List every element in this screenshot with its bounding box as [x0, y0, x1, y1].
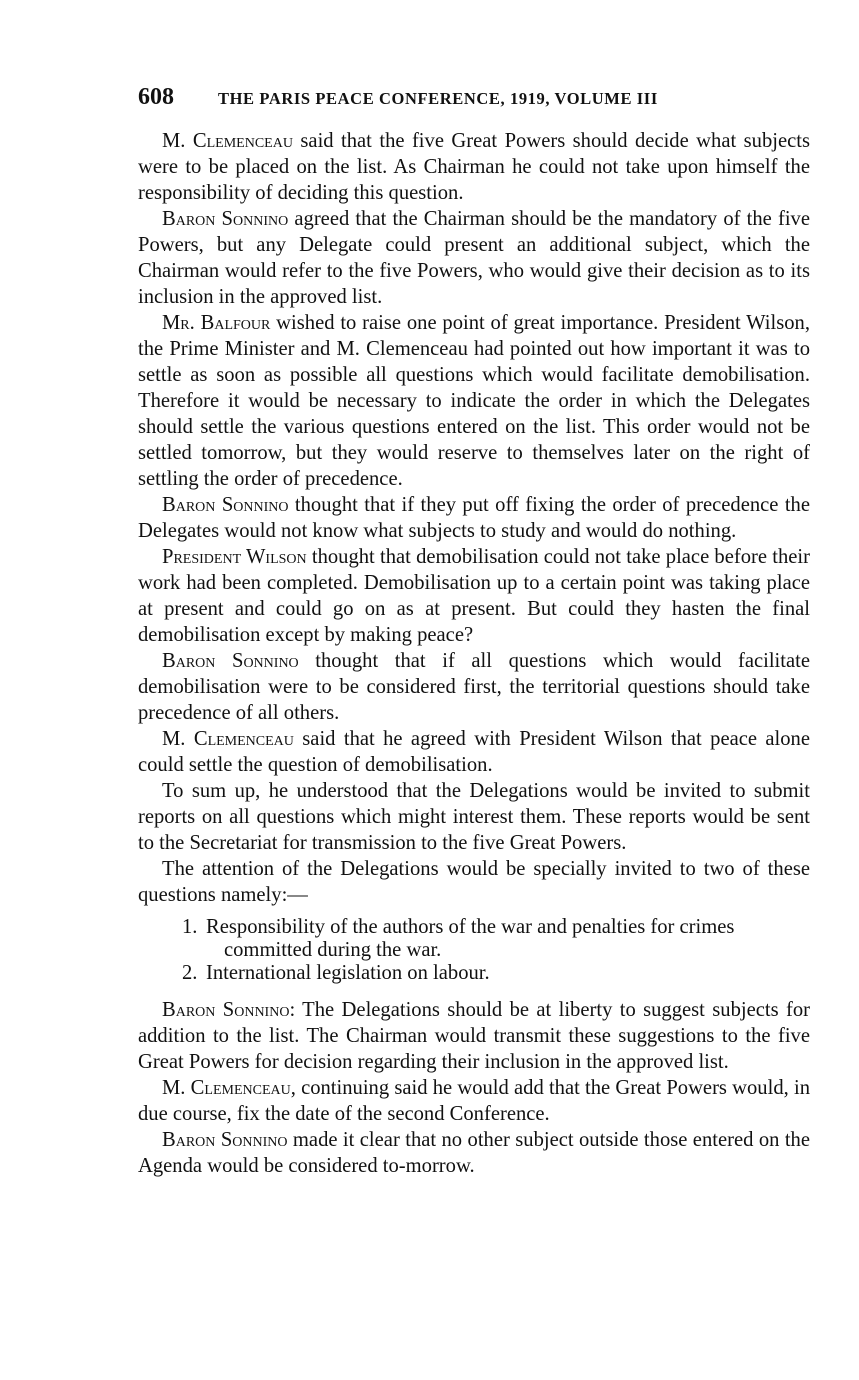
paragraph-text: said that he agreed with President Wilson that peace alone could settle the question of demobilisation.	[138, 728, 810, 776]
list-item-continuation: committed during the war.	[224, 939, 442, 961]
paragraph-text: To sum up, he understood that the Delegations would be invited to submit reports on all questions which might interest them. These reports would be sent to the Secretariat for transmission to the five Great Powers.	[138, 780, 810, 854]
numbered-list	[138, 916, 810, 985]
list-item-text: International legislation on labour.	[206, 962, 490, 984]
speaker-name: Baron Sonnino	[162, 1129, 288, 1151]
paragraph	[138, 492, 810, 544]
paragraph-text: , continuing said he would add that the Great Powers would, in due course, fix the date of the second Conference.	[138, 1077, 810, 1125]
speaker-name: M. Clemenceau	[162, 130, 293, 152]
list-item	[182, 962, 810, 985]
running-head-title: THE PARIS PEACE CONFERENCE, 1919, VOLUME III	[218, 89, 658, 108]
paragraph-text: thought that if they put off fixing the order of precedence the Delegates would not know what subjects to study and would do nothing.	[138, 494, 810, 542]
speaker-name: Baron Sonnino	[162, 650, 299, 672]
list-item-number: 2.	[182, 962, 198, 984]
paragraph-text: made it clear that no other subject outside those entered on the Agenda would be considered to-morrow.	[138, 1129, 810, 1177]
speaker-name: Baron Sonnino	[162, 999, 290, 1021]
speaker-name: M. Clemenceau	[162, 1077, 291, 1099]
speaker-name: Baron Sonnino	[162, 208, 289, 230]
speaker-name: Baron Sonnino	[162, 494, 289, 516]
paragraph	[138, 726, 810, 778]
paragraph-text: thought that demobilisation could not take place before their work had been completed. Demobilisation up to a certain point was taking place at present and could go on as at present. But could they hasten the final demobilisation except by making peace?	[138, 546, 810, 646]
speaker-name: President Wilson	[162, 546, 307, 568]
paragraph	[138, 856, 810, 908]
paragraph-text: said that the five Great Powers should decide what subjects were to be placed on the list. As Chairman he could not take upon himself the responsibility of deciding this question.	[138, 130, 810, 204]
running-head	[138, 84, 810, 114]
paragraph	[138, 997, 810, 1075]
paragraph	[138, 128, 810, 206]
paragraph-text: thought that if all questions which would facilitate demobilisation were to be considered first, the territorial questions should take precedence of all others.	[138, 650, 810, 724]
paragraph	[138, 544, 810, 648]
paragraph	[138, 778, 810, 856]
speaker-name: Mr. Balfour	[162, 312, 271, 334]
list-item	[182, 916, 810, 962]
paragraph	[138, 1075, 810, 1127]
paragraph	[138, 310, 810, 492]
list-item-text: Responsibility of the authors of the war and penalties for crimes	[206, 916, 735, 938]
list-item-number: 1.	[182, 916, 198, 938]
paragraph	[138, 1127, 810, 1179]
paragraph-text: : The Delegations should be at liberty to suggest subjects for addition to the list. The Chairman would transmit these suggestions to the five Great Powers for decision regarding their inclusion in the approved list.	[138, 999, 810, 1073]
paragraph-text: The attention of the Delegations would be specially invited to two of these questions namely:—	[138, 858, 810, 906]
paragraph-text: agreed that the Chairman should be the mandatory of the five Powers, but any Delegate could present an additional subject, which the Chairman would refer to the five Powers, who would give their decision as to its inclusion in the approved list.	[138, 208, 810, 308]
document-page	[138, 84, 810, 1179]
speaker-name: M. Clemenceau	[162, 728, 294, 750]
page-number: 608	[138, 84, 174, 110]
paragraph	[138, 206, 810, 310]
paragraph	[138, 648, 810, 726]
paragraph-text: wished to raise one point of great importance. President Wilson, the Prime Minister and M. Clemenceau had pointed out how important it was to settle as soon as possible all questions which would facilitate demobilisation. Therefore it would be necessary to indicate the order in which the Delegates should settle the various questions entered on the list. This order would not be settled tomorrow, but they would reserve to themselves later on the right of settling the order of precedence.	[138, 312, 810, 490]
